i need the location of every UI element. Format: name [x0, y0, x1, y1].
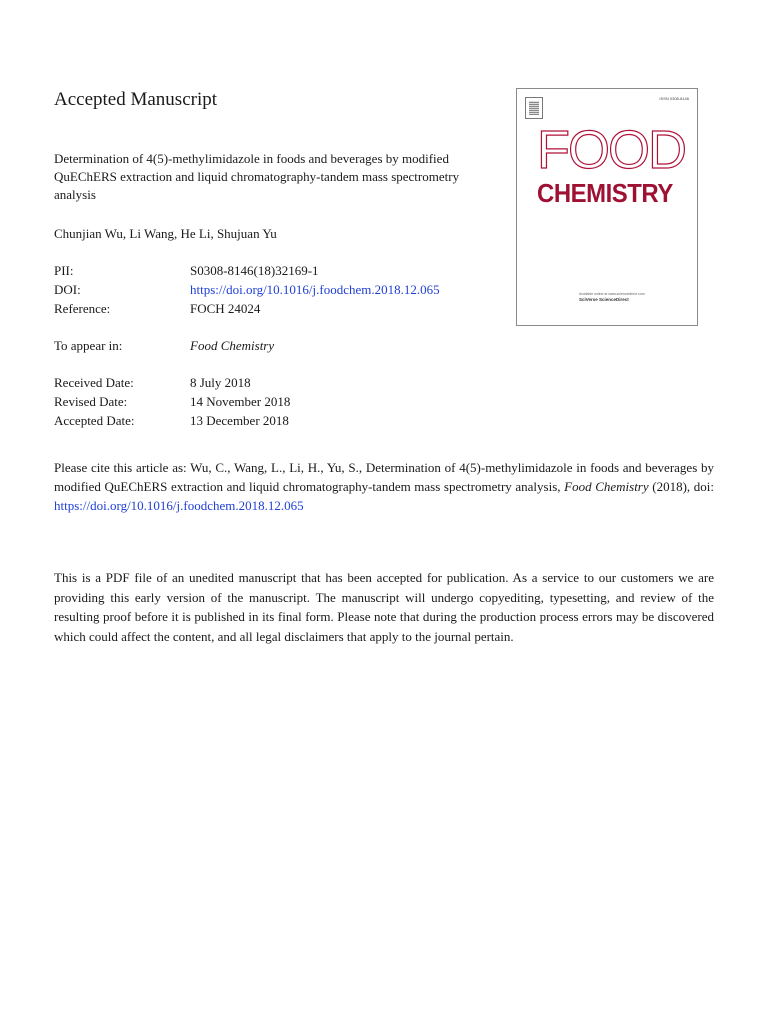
manuscript-notice: This is a PDF file of an unedited manuscript that has been accepted for publication. As a service to our customers we are providing this early version of the manuscript. The manuscript will undergo copyediting, typesetting, and review of the resulting proof before it is published in its final form. Please note that during the production process errors may be discovered which could affect the content, and all legal disclaimers that apply to the journal pertain.: [54, 570, 714, 644]
article-title: Determination of 4(5)-methylimidazole in foods and beverages by modified QuEChERS extraction and liquid chromatography-tandem mass spectrometry analysis: [54, 151, 460, 202]
page-heading: Accepted Manuscript: [54, 89, 218, 110]
citation-year-doi: (2018), doi:: [648, 479, 714, 494]
cover-title-food: FOOD: [537, 120, 685, 180]
appear-label: To appear in:: [54, 338, 123, 353]
revised-label: Revised Date:: [54, 394, 128, 409]
pii-value: S0308-8146(18)32169-1: [190, 263, 319, 278]
revised-date: 14 November 2018: [190, 394, 291, 409]
accepted-label: Accepted Date:: [54, 413, 135, 428]
citation-paragraph: [54, 458, 714, 515]
cover-sciencedirect: SciVerse ScienceDirect: [579, 297, 629, 302]
received-date: 8 July 2018: [190, 375, 251, 390]
cover-issn: ISSN 0308-8146: [659, 96, 689, 101]
pii-label: PII:: [54, 263, 74, 278]
cover-title-chemistry: CHEMISTRY: [537, 178, 673, 208]
author-list: Chunjian Wu, Li Wang, He Li, Shujuan Yu: [54, 226, 277, 241]
reference-label: Reference:: [54, 301, 111, 316]
doi-link[interactable]: https://doi.org/10.1016/j.foodchem.2018.12.065: [190, 282, 440, 297]
journal-cover-image: [516, 88, 698, 326]
cover-availability: Available online at www.sciencedirect.com: [579, 292, 645, 296]
citation-journal: Food Chemistry: [564, 479, 649, 494]
citation-doi-link[interactable]: https://doi.org/10.1016/j.foodchem.2018.12.065: [54, 498, 304, 513]
accepted-date: 13 December 2018: [190, 413, 289, 428]
citation-text: Please cite this article as: Wu, C., Wang, L., Li, H., Yu, S., Determination of 4(5)-methylimidazole in foods and beverages by modified QuEChERS extraction and liquid chromatography-tandem mass spectrometry analysis,: [54, 460, 714, 494]
publisher-logo-icon: [525, 97, 543, 119]
doi-label: DOI:: [54, 282, 81, 297]
reference-value: FOCH 24024: [190, 301, 261, 316]
journal-name: Food Chemistry: [190, 338, 275, 353]
received-label: Received Date:: [54, 375, 134, 390]
